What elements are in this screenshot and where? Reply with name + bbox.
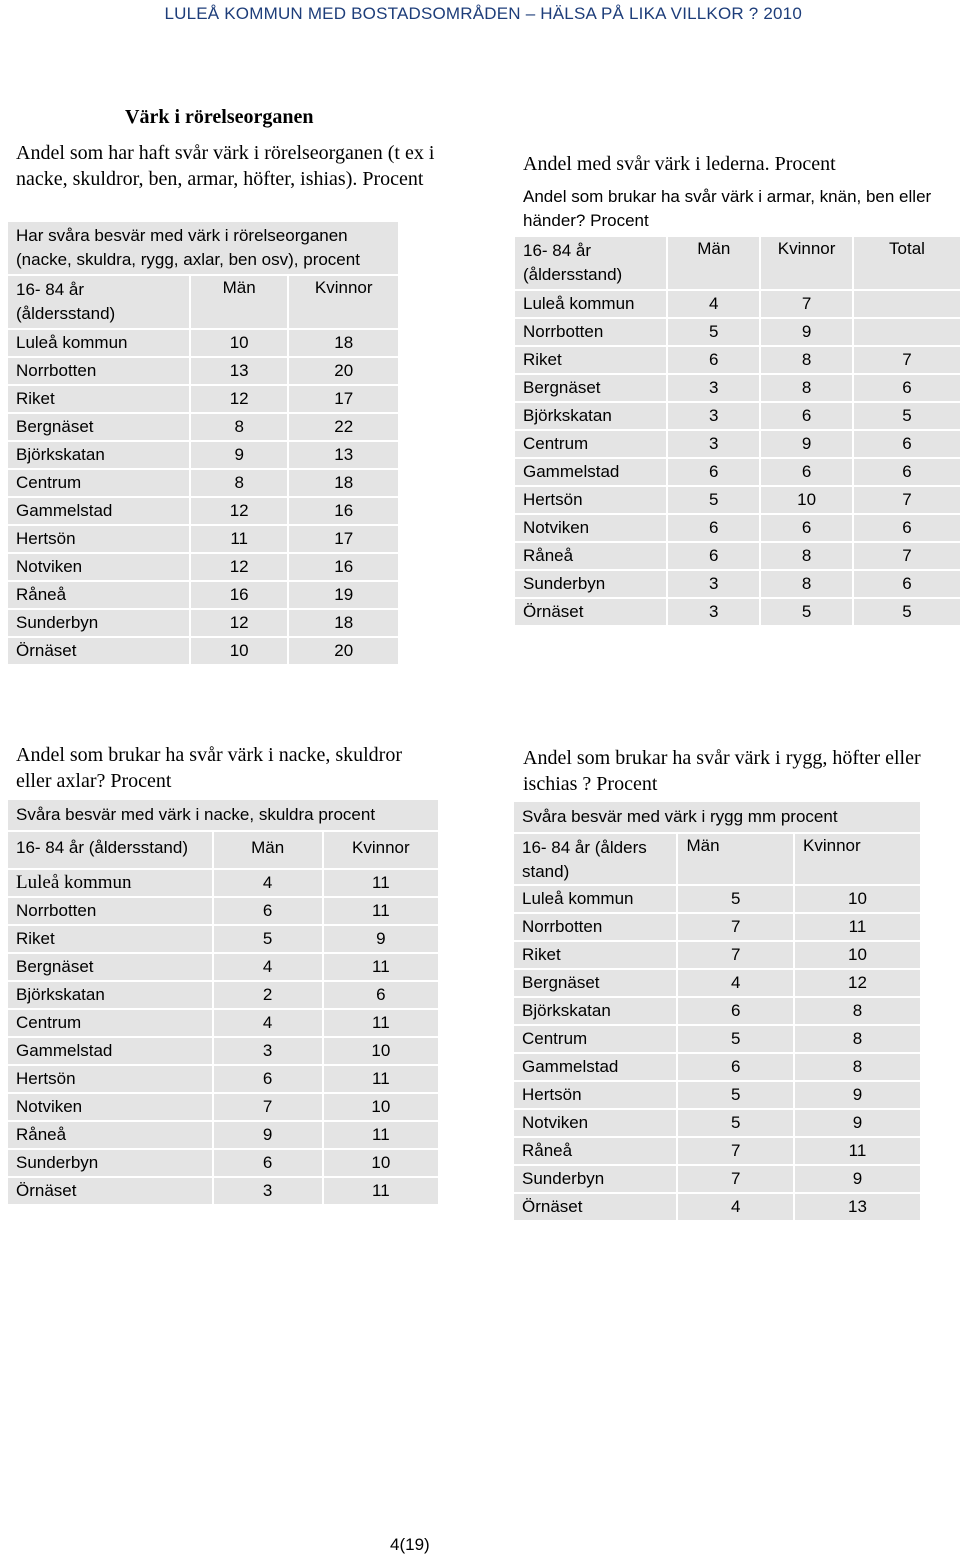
- row-label: Örnäset: [515, 599, 666, 625]
- row-label: Notviken: [515, 515, 666, 541]
- row-value: 4: [214, 1010, 322, 1036]
- row-value: 8: [795, 1026, 920, 1052]
- row-label: Norrbotten: [8, 358, 189, 384]
- row-label: Råneå: [8, 582, 189, 608]
- row-value: 6: [214, 898, 322, 924]
- row-value: 6: [761, 515, 852, 541]
- row-value: 7: [854, 543, 960, 569]
- row-value: 8: [761, 375, 852, 401]
- table-row: [8, 470, 398, 496]
- row-label: Riket: [8, 926, 212, 952]
- row-value: 11: [795, 1138, 920, 1164]
- row-value: 6: [854, 375, 960, 401]
- row-value: 6: [678, 1054, 793, 1080]
- table-row: [515, 403, 960, 429]
- table-row: [8, 442, 398, 468]
- row-value: 4: [678, 970, 793, 996]
- row-value: 10: [191, 638, 288, 664]
- row-value: 12: [191, 610, 288, 636]
- row-value: 6: [678, 998, 793, 1024]
- row-value: 7: [678, 914, 793, 940]
- row-value: 22: [289, 414, 398, 440]
- table3: [6, 798, 440, 1206]
- row-value: 11: [324, 870, 438, 896]
- page-number: 4(19): [390, 1535, 430, 1554]
- table-row: [515, 375, 960, 401]
- row-value: 9: [795, 1110, 920, 1136]
- table4-header-women: Kvinnor: [795, 834, 920, 884]
- table-row: [8, 954, 438, 980]
- row-value: 20: [289, 638, 398, 664]
- row-value: 8: [191, 414, 288, 440]
- row-value: 6: [854, 571, 960, 597]
- row-value: 6: [324, 982, 438, 1008]
- row-label: Centrum: [514, 1026, 676, 1052]
- table-row: [514, 1194, 920, 1220]
- table-row: [514, 1026, 920, 1052]
- table-row: [515, 571, 960, 597]
- row-value: 11: [324, 898, 438, 924]
- row-value: 8: [795, 1054, 920, 1080]
- table-row: [8, 1038, 438, 1064]
- table-row: [515, 599, 960, 625]
- table-row: [515, 459, 960, 485]
- table-row: [514, 1138, 920, 1164]
- row-value: 5: [761, 599, 852, 625]
- row-value: 4: [214, 870, 322, 896]
- row-label: Luleå kommun: [8, 330, 189, 356]
- table1-header-women: Kvinnor: [289, 276, 398, 328]
- row-value: 11: [324, 1178, 438, 1204]
- row-value: 3: [668, 431, 759, 457]
- row-value: 9: [761, 319, 852, 345]
- table3-intro: Andel som brukar ha svår värk i nacke, skuldror eller axlar? Procent: [16, 744, 402, 792]
- row-label: Gammelstad: [515, 459, 666, 485]
- row-value: 4: [668, 291, 759, 317]
- row-value: 9: [214, 1122, 322, 1148]
- table-row: [8, 1066, 438, 1092]
- row-value: 3: [668, 599, 759, 625]
- row-label: Bergnäset: [8, 954, 212, 980]
- row-label: Notviken: [8, 1094, 212, 1120]
- row-label: Bergnäset: [515, 375, 666, 401]
- row-label: Bergnäset: [514, 970, 676, 996]
- row-label: Björkskatan: [8, 982, 212, 1008]
- table3-block: [16, 742, 416, 794]
- row-value: 10: [324, 1038, 438, 1064]
- row-value: 13: [191, 358, 288, 384]
- row-label: Gammelstad: [8, 498, 189, 524]
- table-row: [515, 319, 960, 345]
- row-value: 10: [191, 330, 288, 356]
- row-value: 20: [289, 358, 398, 384]
- table-row: [8, 1094, 438, 1120]
- table-row: [515, 291, 960, 317]
- row-value: 7: [761, 291, 852, 317]
- row-value: 12: [795, 970, 920, 996]
- row-value: 8: [191, 470, 288, 496]
- row-value: 5: [214, 926, 322, 952]
- table3-header-women: Kvinnor: [324, 832, 438, 868]
- table-row: [515, 515, 960, 541]
- row-label: Björkskatan: [8, 442, 189, 468]
- table-row: [8, 610, 398, 636]
- table-row: [8, 982, 438, 1008]
- row-label: Notviken: [8, 554, 189, 580]
- row-value: 17: [289, 526, 398, 552]
- table-row: [8, 1178, 438, 1204]
- row-value: 10: [324, 1150, 438, 1176]
- row-value: [854, 291, 960, 317]
- row-value: 17: [289, 386, 398, 412]
- row-value: 16: [289, 554, 398, 580]
- table-row: [514, 942, 920, 968]
- table-row: [514, 970, 920, 996]
- row-label: Sunderbyn: [8, 1150, 212, 1176]
- row-value: 5: [678, 886, 793, 912]
- table1-header-age: 16- 84 år (åldersstand): [8, 276, 189, 328]
- row-value: 3: [668, 403, 759, 429]
- row-label: Hertsön: [8, 526, 189, 552]
- table2-header-age: 16- 84 år (åldersstand): [515, 237, 666, 289]
- row-label: Luleå kommun: [515, 291, 666, 317]
- row-label: Hertsön: [515, 487, 666, 513]
- table-row: [8, 1150, 438, 1176]
- row-value: 6: [668, 347, 759, 373]
- row-value: 9: [191, 442, 288, 468]
- table-row: [8, 582, 398, 608]
- row-label: Björkskatan: [514, 998, 676, 1024]
- table-row: [8, 1010, 438, 1036]
- row-value: 11: [191, 526, 288, 552]
- table-row: [514, 1054, 920, 1080]
- row-value: 10: [795, 942, 920, 968]
- row-value: 19: [289, 582, 398, 608]
- row-label: Luleå kommun: [514, 886, 676, 912]
- row-label: Örnäset: [514, 1194, 676, 1220]
- row-value: 6: [761, 459, 852, 485]
- table-row: [8, 526, 398, 552]
- row-value: 7: [854, 347, 960, 373]
- table1-header-men: Män: [191, 276, 288, 328]
- row-value: 8: [761, 543, 852, 569]
- table-row: [515, 487, 960, 513]
- table-row: [8, 358, 398, 384]
- row-label: Riket: [514, 942, 676, 968]
- row-value: 16: [191, 582, 288, 608]
- row-label: Luleå kommun: [8, 870, 212, 896]
- row-value: [854, 319, 960, 345]
- table-row: [515, 431, 960, 457]
- row-value: 6: [761, 403, 852, 429]
- row-label: Hertsön: [514, 1082, 676, 1108]
- table4-intro: Andel som brukar ha svår värk i rygg, höfter eller ischias ? Procent: [523, 747, 921, 795]
- table-row: [8, 330, 398, 356]
- row-label: Riket: [8, 386, 189, 412]
- table-row: [514, 886, 920, 912]
- row-value: 5: [678, 1082, 793, 1108]
- row-label: Centrum: [8, 1010, 212, 1036]
- row-label: Råneå: [8, 1122, 212, 1148]
- row-value: 7: [678, 1166, 793, 1192]
- row-value: 6: [214, 1150, 322, 1176]
- table3-header-age: 16- 84 år (åldersstand): [8, 832, 212, 868]
- row-label: Råneå: [514, 1138, 676, 1164]
- table-row: [515, 347, 960, 373]
- row-label: Björkskatan: [515, 403, 666, 429]
- row-value: 9: [761, 431, 852, 457]
- table2-block: [523, 151, 953, 177]
- row-value: 8: [761, 571, 852, 597]
- row-label: Hertsön: [8, 1066, 212, 1092]
- row-value: 10: [324, 1094, 438, 1120]
- table-row: [515, 543, 960, 569]
- table1: [6, 220, 400, 666]
- table-row: [8, 498, 398, 524]
- row-value: 3: [668, 375, 759, 401]
- row-value: 9: [795, 1166, 920, 1192]
- row-value: 12: [191, 554, 288, 580]
- table2: [513, 181, 960, 627]
- row-value: 3: [214, 1178, 322, 1204]
- table-row: [514, 1082, 920, 1108]
- table4-caption: Svåra besvär med värk i rygg mm procent: [514, 802, 920, 832]
- row-value: 5: [678, 1026, 793, 1052]
- row-label: Norrbotten: [8, 898, 212, 924]
- row-value: 12: [191, 386, 288, 412]
- table-row: [8, 898, 438, 924]
- page-header: LULEÅ KOMMUN MED BOSTADSOMRÅDEN – HÄLSA PÅ LIKA VILLKOR ? 2010: [164, 4, 802, 23]
- table3-header-men: Män: [214, 832, 322, 868]
- row-value: 6: [668, 515, 759, 541]
- row-value: 8: [761, 347, 852, 373]
- row-value: 6: [854, 431, 960, 457]
- row-value: 2: [214, 982, 322, 1008]
- table2-header-total: Total: [854, 237, 960, 289]
- row-label: Gammelstad: [8, 1038, 212, 1064]
- table4-block: [523, 745, 943, 797]
- row-value: 9: [795, 1082, 920, 1108]
- table-row: [8, 870, 438, 896]
- table-row: [514, 998, 920, 1024]
- row-value: 4: [214, 954, 322, 980]
- row-value: 10: [761, 487, 852, 513]
- row-label: Centrum: [515, 431, 666, 457]
- row-value: 5: [668, 487, 759, 513]
- table-row: [514, 914, 920, 940]
- row-value: 11: [324, 1122, 438, 1148]
- table-row: [8, 414, 398, 440]
- section-title: Värk i rörelseorganen: [125, 106, 314, 128]
- table4-header-men: Män: [678, 834, 793, 884]
- row-value: 3: [668, 571, 759, 597]
- row-label: Sunderbyn: [8, 610, 189, 636]
- row-label: Råneå: [515, 543, 666, 569]
- table1-caption: Har svåra besvär med värk i rörelseorganen (nacke, skuldra, rygg, axlar, ben osv), procent: [8, 222, 398, 274]
- row-label: Örnäset: [8, 638, 189, 664]
- row-label: Riket: [515, 347, 666, 373]
- row-label: Bergnäset: [8, 414, 189, 440]
- row-label: Notviken: [514, 1110, 676, 1136]
- row-value: 11: [324, 1010, 438, 1036]
- row-value: 6: [854, 515, 960, 541]
- row-value: 7: [214, 1094, 322, 1120]
- row-value: 5: [678, 1110, 793, 1136]
- row-value: 9: [324, 926, 438, 952]
- row-value: 6: [214, 1066, 322, 1092]
- row-value: 16: [289, 498, 398, 524]
- row-label: Sunderbyn: [515, 571, 666, 597]
- row-value: 6: [668, 459, 759, 485]
- row-label: Norrbotten: [514, 914, 676, 940]
- table1-intro: Andel som har haft svår värk i rörelseorganen (t ex i nacke, skuldror, ben, armar, höfter, ishias). Procent: [16, 142, 435, 190]
- table2-header-men: Män: [668, 237, 759, 289]
- table-row: [8, 554, 398, 580]
- row-value: 13: [795, 1194, 920, 1220]
- row-label: Sunderbyn: [514, 1166, 676, 1192]
- table-row: [514, 1166, 920, 1192]
- table2-caption: Andel som brukar ha svår värk i armar, knän, ben eller händer? Procent: [523, 187, 932, 230]
- row-value: 13: [289, 442, 398, 468]
- table3-caption: Svåra besvär med värk i nacke, skuldra procent: [8, 800, 438, 830]
- row-value: 11: [324, 1066, 438, 1092]
- row-value: 18: [289, 330, 398, 356]
- row-value: 5: [854, 403, 960, 429]
- table-row: [8, 926, 438, 952]
- row-label: Centrum: [8, 470, 189, 496]
- row-value: 5: [854, 599, 960, 625]
- row-value: 3: [214, 1038, 322, 1064]
- table2-header-women: Kvinnor: [761, 237, 852, 289]
- row-value: 6: [854, 459, 960, 485]
- table-row: [8, 638, 398, 664]
- row-value: 11: [795, 914, 920, 940]
- row-value: 4: [678, 1194, 793, 1220]
- table1-block: [16, 140, 446, 192]
- row-value: 7: [678, 942, 793, 968]
- table-row: [8, 1122, 438, 1148]
- row-value: 12: [191, 498, 288, 524]
- table2-intro: Andel med svår värk i lederna. Procent: [523, 153, 836, 175]
- row-value: 11: [324, 954, 438, 980]
- row-value: 18: [289, 470, 398, 496]
- row-label: Norrbotten: [515, 319, 666, 345]
- row-value: 10: [795, 886, 920, 912]
- table-row: [8, 386, 398, 412]
- row-value: 6: [668, 543, 759, 569]
- table4: [512, 800, 922, 1222]
- row-value: 8: [795, 998, 920, 1024]
- row-value: 5: [668, 319, 759, 345]
- row-value: 18: [289, 610, 398, 636]
- table4-header-age: 16- 84 år (ålders stand): [514, 834, 676, 884]
- row-value: 7: [854, 487, 960, 513]
- row-label: Örnäset: [8, 1178, 212, 1204]
- table-row: [514, 1110, 920, 1136]
- row-label: Gammelstad: [514, 1054, 676, 1080]
- row-value: 7: [678, 1138, 793, 1164]
